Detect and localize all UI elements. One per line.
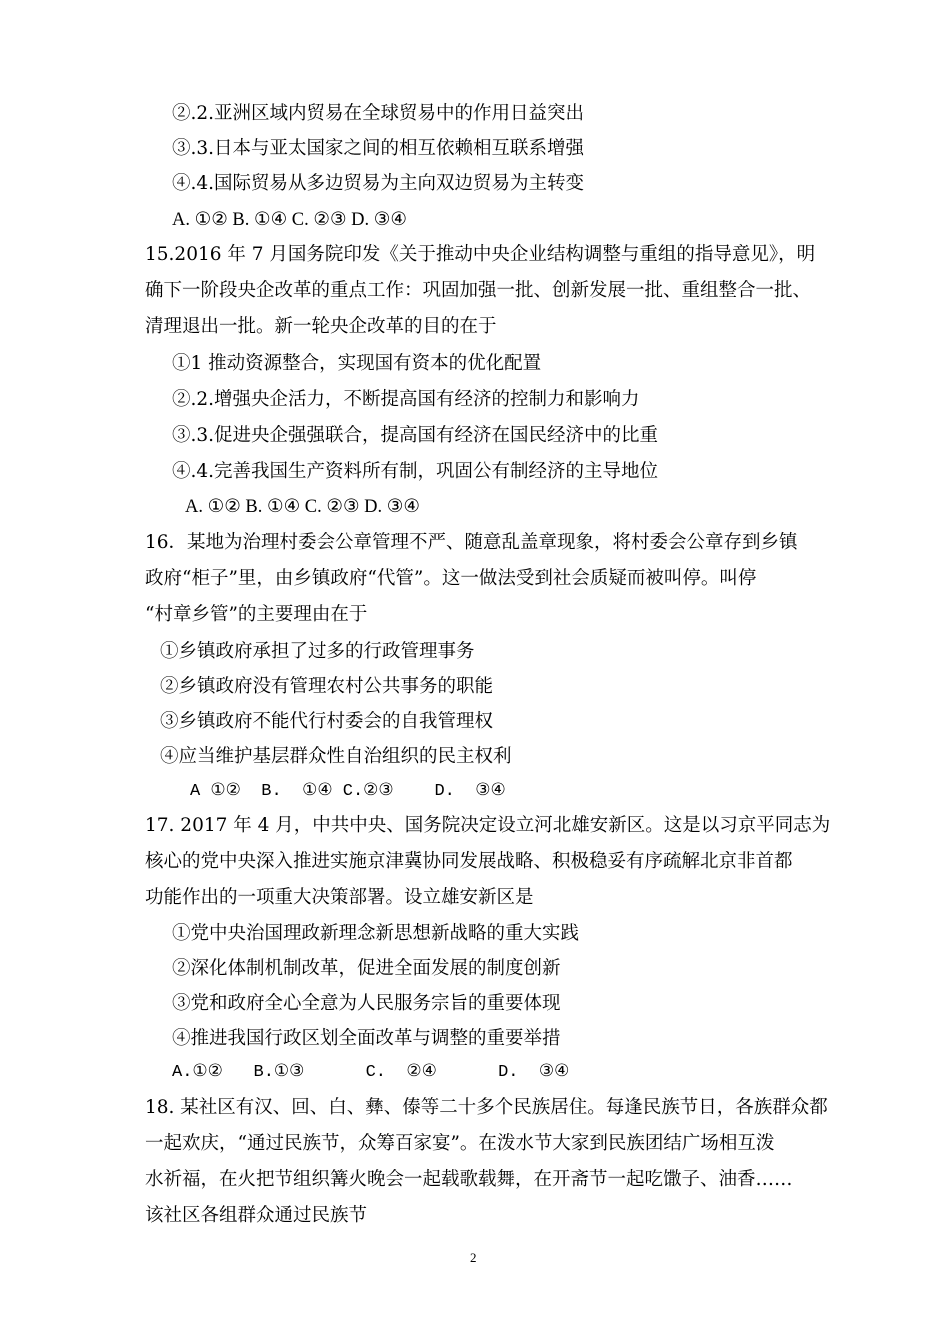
page-number: 2 <box>470 1250 477 1265</box>
q15-stem-line-1: 15.2016 年 7 月国务院印发《关于推动中央企业结构调整与重组的指导意见》，明 <box>145 244 816 265</box>
q14-option-3: ③.3.日本与亚太国家之间的相互依赖相互联系增强 <box>172 138 585 159</box>
q17-option-3: ③党和政府全心全意为人民服务宗旨的重要体现 <box>172 993 561 1014</box>
q16-stem-line-3: “村章乡管”的主要理由在于 <box>145 604 368 625</box>
q16-option-1: ①乡镇政府承担了过多的行政管理事务 <box>160 641 475 662</box>
q17-stem-line-2: 核心的党中央深入推进实施京津冀协同发展战略、积极稳妥有序疏解北京非首都 <box>145 851 793 872</box>
q15-stem-line-2: 确下一阶段央企改革的重点工作：巩固加强一批、创新发展一批、重组整合一批、 <box>145 280 812 301</box>
q15-option-1: ①1 推动资源整合，实现国有资本的优化配置 <box>172 353 542 374</box>
q15-option-2: ②.2.增强央企活力，不断提高国有经济的控制力和影响力 <box>172 389 640 410</box>
q17-stem-line-3: 功能作出的一项重大决策部署。设立雄安新区是 <box>145 887 534 908</box>
q15-answer-choices: A. ①② B. ①④ C. ②③ D. ③④ <box>185 497 420 517</box>
q15-option-3: ③.3.促进央企强强联合，提高国有经济在国民经济中的比重 <box>172 425 659 446</box>
q17-option-4: ④推进我国行政区划全面改革与调整的重要举措 <box>172 1028 561 1049</box>
q16-option-4: ④应当维护基层群众性自治组织的民主权利 <box>160 746 512 767</box>
q16-option-3: ③乡镇政府不能代行村委会的自我管理权 <box>160 711 494 732</box>
q17-answer-choices: A.①② B.①③ C. ②④ D. ③④ <box>172 1063 570 1082</box>
q15-stem-line-3: 清理退出一批。新一轮央企改革的目的在于 <box>145 316 497 337</box>
q18-stem-line-3: 水祈福，在火把节组织篝火晚会一起载歌载舞，在开斋节一起吃馓子、油香…… <box>145 1169 793 1190</box>
q16-answer-choices: A ①② B. ①④ C.②③ D. ③④ <box>190 782 506 801</box>
q14-option-4: ④.4.国际贸易从多边贸易为主向双边贸易为主转变 <box>172 173 585 194</box>
q18-stem-line-2: 一起欢庆，“通过民族节，众筹百家宴”。在泼水节大家到民族团结广场相互泼 <box>145 1133 775 1154</box>
q17-stem-line-1: 17. 2017 年 4 月，中共中央、国务院决定设立河北雄安新区。这是以习京平同志为 <box>145 815 831 836</box>
q14-option-2: ②.2.亚洲区域内贸易在全球贸易中的作用日益突出 <box>172 103 585 124</box>
q15-option-4: ④.4.完善我国生产资料所有制，巩固公有制经济的主导地位 <box>172 461 659 482</box>
q17-option-2: ②深化体制机制改革，促进全面发展的制度创新 <box>172 958 561 979</box>
q17-option-1: ①党中央治国理政新理念新思想新战略的重大实践 <box>172 923 580 944</box>
q16-stem-line-1: 16．某地为治理村委会公章管理不严、随意乱盖章现象，将村委会公章存到乡镇 <box>145 532 798 553</box>
q16-stem-line-2: 政府“柜子”里，由乡镇政府“代管”。这一做法受到社会质疑而被叫停。叫停 <box>145 568 757 589</box>
q14-answer-choices: A. ①② B. ①④ C. ②③ D. ③④ <box>172 210 407 230</box>
q16-option-2: ②乡镇政府没有管理农村公共事务的职能 <box>160 676 494 697</box>
q18-stem-line-4: 该社区各组群众通过民族节 <box>145 1205 368 1226</box>
q18-stem-line-1: 18. 某社区有汉、回、白、彝、傣等二十多个民族居住。每逢民族节日，各族群众都 <box>145 1097 828 1118</box>
